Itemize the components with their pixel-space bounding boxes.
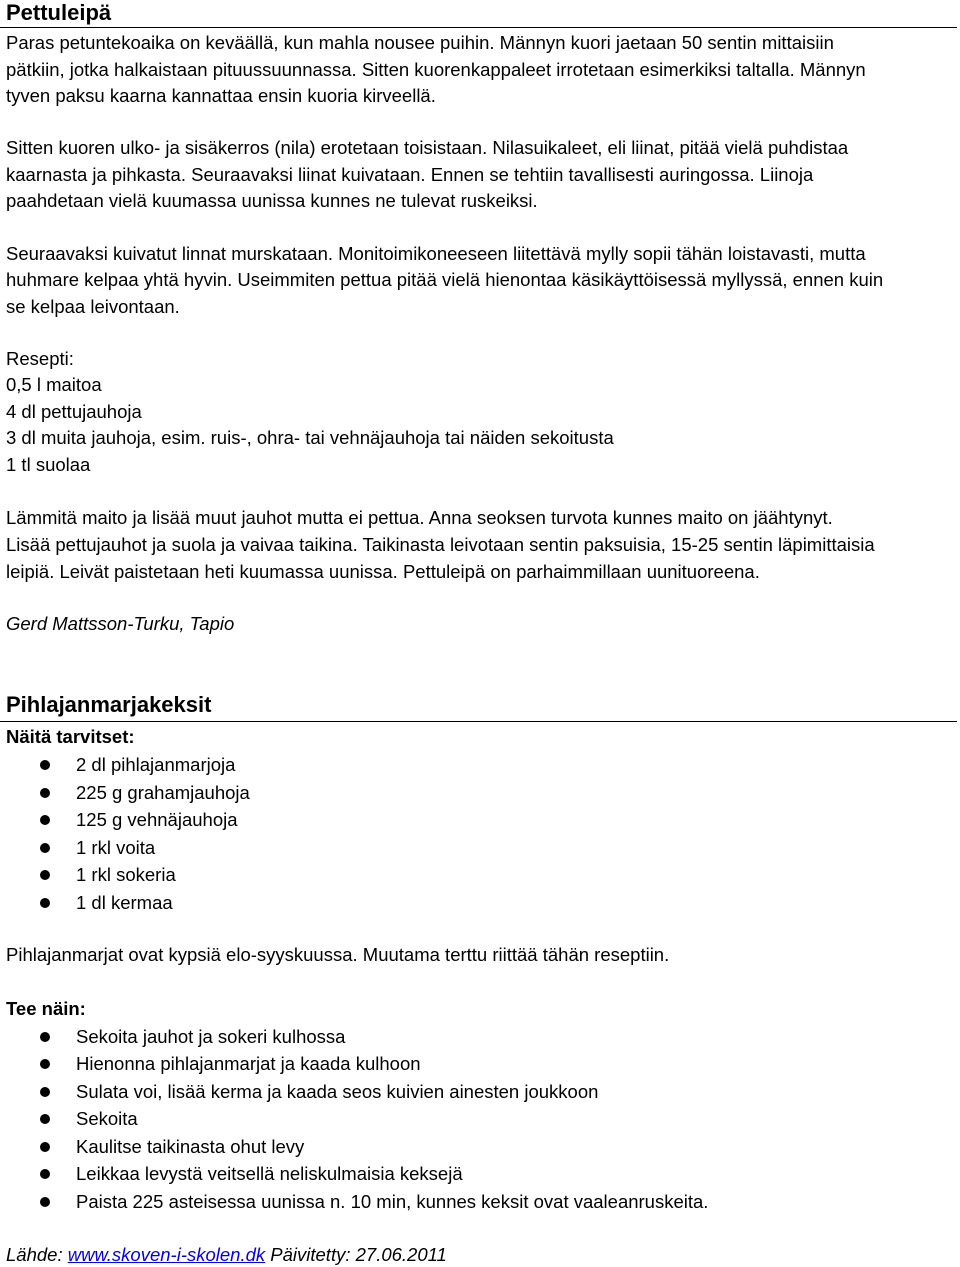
ingredients-label: Näitä tarvitset:	[6, 726, 135, 747]
paragraph-line: tyven paksu kaarna kannattaa ensin kuoria kirveellä.	[6, 85, 436, 106]
updated-date: Päivitetty: 27.06.2011	[270, 1244, 447, 1265]
bullet-icon	[40, 1114, 50, 1124]
section-title-pettuleipa: Pettuleipä	[6, 0, 112, 25]
paragraph-line: paahdetaan vielä kuumassa uunissa kunnes ne tulevat ruskeiksi.	[6, 190, 538, 211]
bullet-icon	[40, 815, 50, 825]
bullet-icon	[40, 1169, 50, 1179]
paragraph-line: Lisää pettujauhot ja suola ja vaivaa taikina. Taikinasta leivotaan sentin paksuisia, 15-25 sentin läpimittaisia	[6, 534, 875, 555]
section-title-pihlajanmarjakeksit: Pihlajanmarjakeksit	[6, 692, 212, 717]
paragraph-line: huhmare kelpaa yhtä hyvin. Useimmiten pettua pitää vielä hienontaa käsikäyttöisessä myllyssä, ennen kuin	[6, 269, 884, 290]
paragraph-line: leipiä. Leivät paistetaan heti kuumassa uunissa. Pettuleipä on parhaimmillaan uunituoreena.	[6, 561, 760, 582]
recipe-line: 3 dl muita jauhoja, esim. ruis-, ohra- tai vehnäjauhoja tai näiden sekoitusta	[6, 427, 614, 448]
paragraph-line: se kelpaa leivontaan.	[6, 296, 180, 317]
section-rule	[0, 721, 957, 722]
ingredient-item: 225 g grahamjauhoja	[76, 782, 250, 803]
step-item: Sulata voi, lisää kerma ja kaada seos kuivien ainesten joukkoon	[76, 1081, 599, 1102]
recipe-line: 0,5 l maitoa	[6, 374, 102, 395]
bullet-icon	[40, 1142, 50, 1152]
recipe-label: Resepti:	[6, 348, 74, 369]
ingredient-item: 125 g vehnäjauhoja	[76, 809, 238, 830]
ingredient-item: 2 dl pihlajanmarjoja	[76, 754, 236, 775]
bullet-icon	[40, 1059, 50, 1069]
footer	[6, 1243, 447, 1267]
bullet-icon	[40, 843, 50, 853]
steps-label: Tee näin:	[6, 998, 86, 1019]
step-item: Sekoita jauhot ja sokeri kulhossa	[76, 1026, 346, 1047]
step-item: Kaulitse taikinasta ohut levy	[76, 1136, 305, 1157]
step-item: Hienonna pihlajanmarjat ja kaada kulhoon	[76, 1053, 421, 1074]
source-link[interactable]: www.skoven-i-skolen.dk	[67, 1244, 266, 1265]
bullet-icon	[40, 870, 50, 880]
recipe-line: 4 dl pettujauhoja	[6, 401, 142, 422]
section-rule	[0, 27, 957, 28]
bullet-icon	[40, 1087, 50, 1097]
recipe-note: Pihlajanmarjat ovat kypsiä elo-syyskuussa. Muutama terttu riittää tähän reseptiin.	[6, 944, 670, 965]
paragraph-line: Sitten kuoren ulko- ja sisäkerros (nila) erotetaan toisistaan. Nilasuikaleet, eli liinat, pitää vielä puhdistaa	[6, 137, 849, 158]
step-item: Paista 225 asteisessa uunissa n. 10 min, kunnes keksit ovat vaaleanruskeita.	[76, 1191, 709, 1212]
paragraph-line: pätkiin, jotka halkaistaan pituussuunnassa. Sitten kuorenkappaleet irrotetaan esimerkiksi taltalla. Männyn	[6, 59, 866, 80]
bullet-icon	[40, 1032, 50, 1042]
paragraph-line: Lämmitä maito ja lisää muut jauhot mutta ei pettua. Anna seoksen turvota kunnes maito on jäähtynyt.	[6, 507, 833, 528]
recipe-line: 1 tl suolaa	[6, 454, 91, 475]
source-label: Lähde:	[6, 1244, 63, 1265]
step-item: Sekoita	[76, 1108, 138, 1129]
ingredient-item: 1 dl kermaa	[76, 892, 173, 913]
bullet-icon	[40, 898, 50, 908]
ingredient-item: 1 rkl sokeria	[76, 864, 176, 885]
paragraph-line: Seuraavaksi kuivatut linnat murskataan. Monitoimikoneeseen liitettävä mylly sopii tähän loistavasti, mutta	[6, 243, 866, 264]
ingredient-item: 1 rkl voita	[76, 837, 156, 858]
bullet-icon	[40, 1197, 50, 1207]
author-credit: Gerd Mattsson-Turku, Tapio	[6, 613, 235, 634]
paragraph-line: Paras petuntekoaika on keväällä, kun mahla nousee puihin. Männyn kuori jaetaan 50 sentin mittaisiin	[6, 32, 834, 53]
paragraph-line: kaarnasta ja pihkasta. Seuraavaksi liinat kuivataan. Ennen se tehtiin tavallisesti auringossa. Liinoja	[6, 164, 814, 185]
bullet-icon	[40, 788, 50, 798]
step-item: Leikkaa levystä veitsellä neliskulmaisia keksejä	[76, 1163, 463, 1184]
bullet-icon	[40, 760, 50, 770]
